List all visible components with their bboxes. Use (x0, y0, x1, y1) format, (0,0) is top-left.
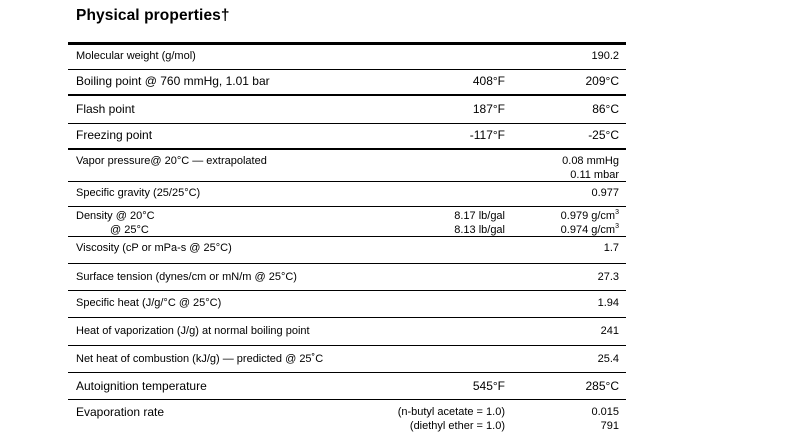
row-reference-condition: (n-butyl acetate = 1.0) (397, 406, 505, 418)
row-value-metric: 27.3 (597, 271, 619, 283)
row-label: Flash point (76, 102, 135, 116)
row-surface-tension (68, 264, 626, 291)
row-value-metric: 285°C (585, 379, 619, 393)
row-value-metric: 0.977 (591, 187, 619, 199)
row-label: Viscosity (cP or mPa-s @ 25°C) (76, 242, 232, 254)
row-value-metric-secondary (561, 223, 619, 237)
row-label: Density @ 20°C (76, 210, 155, 222)
row-evaporation-rate (68, 400, 626, 434)
row-value-metric: 241 (600, 325, 619, 337)
row-value-metric: 1.7 (603, 242, 619, 254)
row-label: Heat of vaporization (J/g) at normal boiling point (76, 325, 310, 337)
row-viscosity (68, 237, 626, 264)
row-value-metric: 86°C (592, 102, 619, 116)
physical-properties-table (68, 42, 626, 434)
row-label: Net heat of combustion (kJ/g) — predicted @ 25˚C (76, 353, 324, 365)
row-value-metric: 209°C (585, 74, 619, 88)
row-molecular-weight (68, 45, 626, 70)
row-value-imperial: 545°F (472, 379, 505, 393)
row-density (68, 207, 626, 237)
row-value-metric: -25°C (588, 128, 619, 142)
row-specific-gravity (68, 182, 626, 207)
row-label: Boiling point @ 760 mmHg, 1.01 bar (76, 74, 270, 88)
row-boiling-point (68, 70, 626, 96)
row-label: Freezing point (76, 128, 153, 142)
row-value: 0.015 (591, 406, 619, 418)
row-value-metric: 0.08 mmHg (562, 155, 619, 167)
row-label: Autoignition temperature (76, 379, 207, 393)
row-value-imperial: 408°F (472, 74, 505, 88)
value-text: 0.974 g/cm (560, 224, 616, 236)
row-label-secondary: @ 25°C (110, 224, 149, 236)
row-label: Surface tension (dynes/cm or mN/m @ 25°C) (76, 271, 297, 283)
row-autoignition-temperature (68, 373, 626, 400)
row-label: Specific heat (J/g/°C @ 25°C) (76, 297, 222, 309)
row-label: Evaporation rate (76, 405, 165, 419)
page-title: Physical properties† (76, 7, 230, 24)
row-flash-point (68, 96, 626, 124)
superscript: 3 (615, 209, 619, 216)
row-value-secondary: 791 (600, 420, 619, 432)
row-reference-condition-secondary: (diethyl ether = 1.0) (409, 420, 505, 432)
row-label: Vapor pressure@ 20°C — extrapolated (76, 155, 267, 167)
value-text: 0.979 g/cm (560, 210, 616, 222)
row-value-metric: 1.94 (597, 297, 619, 309)
row-value-imperial: 8.17 lb/gal (454, 210, 505, 222)
row-value-imperial: 187°F (472, 102, 505, 116)
row-value-metric: 190.2 (591, 50, 619, 62)
row-heat-of-combustion (68, 346, 626, 373)
row-value-imperial: -117°F (469, 128, 505, 142)
row-label: Molecular weight (g/mol) (76, 50, 196, 62)
row-value-metric (561, 209, 619, 223)
superscript: 3 (615, 223, 619, 230)
row-freezing-point (68, 124, 626, 150)
row-value-metric: 25.4 (597, 353, 619, 365)
row-specific-heat (68, 291, 626, 318)
row-value-metric-secondary: 0.11 mbar (570, 169, 619, 181)
row-heat-of-vaporization (68, 318, 626, 346)
row-value-imperial-secondary: 8.13 lb/gal (454, 224, 505, 236)
row-label: Specific gravity (25/25°C) (76, 187, 201, 199)
row-vapor-pressure (68, 150, 626, 182)
